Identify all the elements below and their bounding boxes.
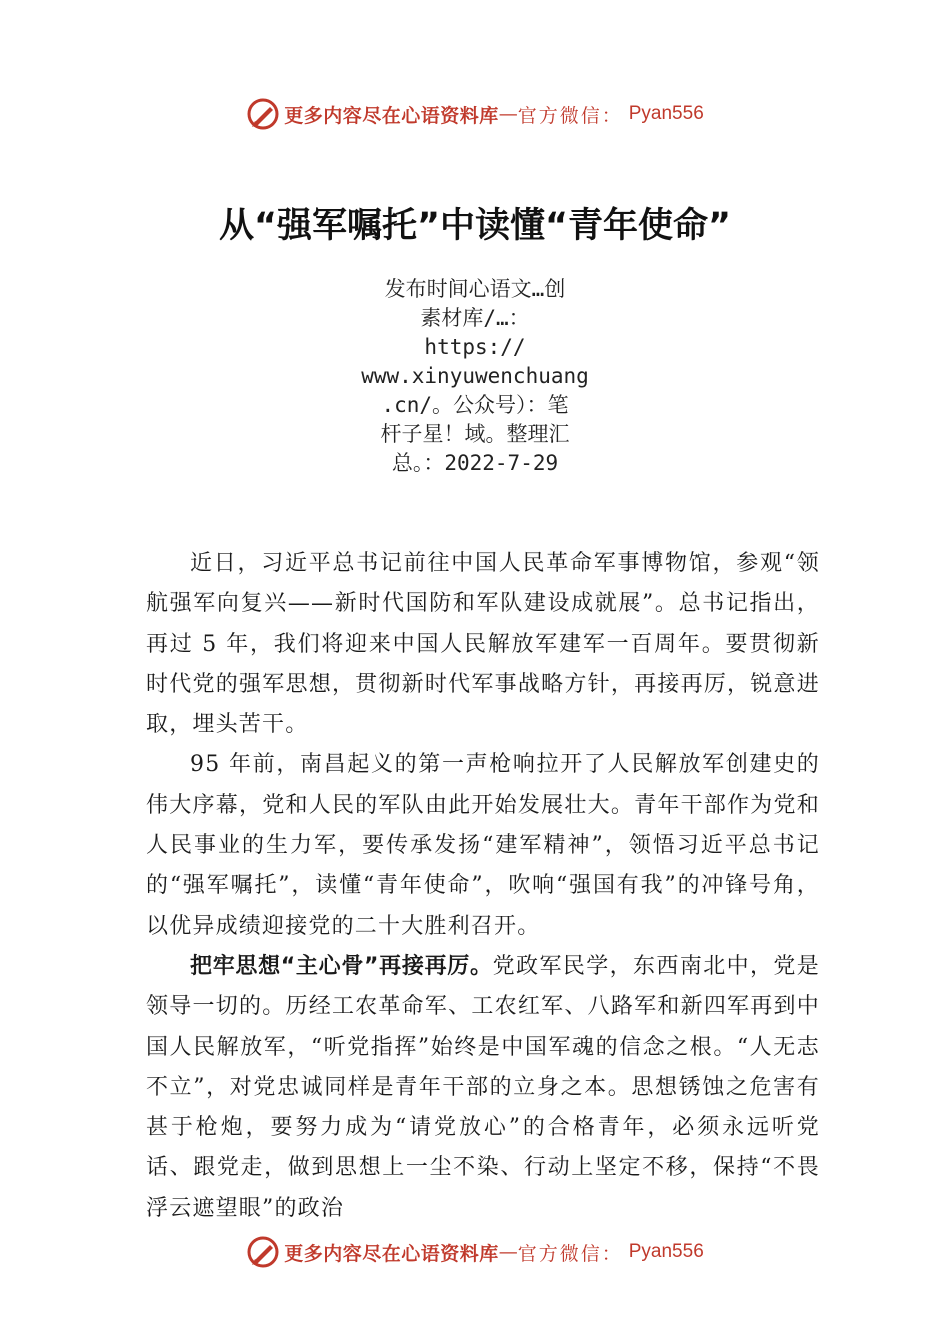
meta-line: 素材库/…： [420,306,530,330]
meta-line: https:// [424,335,526,359]
banner-wechat-id: Pyan556 [628,103,704,124]
meta-line: .cn/。公众号）：笔 [381,393,569,417]
banner-wechat-label: 官方微信： [517,1242,623,1265]
paragraph-text: 95 年前，南昌起义的第一声枪响拉开了人民解放军创建史的伟大序幕，党和人民的军队由此开始发展壮大。青年干部作为党和人民事业的生力军，要传承发扬“建军精神”，领悟习近平总书记的“强军嘱托”，读懂“青年使命”，吹响“强国有我”的冲锋号角，以优异成绩迎接党的二十大胜利召开。 [146,752,820,939]
meta-line: 总。：2022-7-29 [391,451,559,475]
banner-wechat-label: 官方微信： [517,104,623,127]
paragraph-text: 近日，习近平总书记前往中国人民革命军事博物馆，参观“领航强军向复兴——新时代国防和军队建设成就展”。总书记指出，再过 5 年，我们将迎来中国人民解放军建军一百周年。要贯彻新时代党的强军思想，贯彻新时代军事战略方针，再接再厉，锐意进取，埋头苦干。 [146,551,820,738]
banner-dash: — [498,1241,518,1263]
paragraph [146,745,820,946]
meta-line: 杆子星！域。整理汇 [380,422,570,446]
footer-banner [0,1232,950,1272]
paragraph-lead: 把牢思想“主心骨”再接再厉。 [190,953,493,979]
article-body [146,544,820,1229]
paragraph-text: 党政军民学，东西南北中，党是领导一切的。历经工农革命军、工农红军、八路军和新四军再到中国人民解放军，“听党指挥”始终是中国军魂的信念之根。“人无志不立”，对党忠诚同样是青年干部的立身之本。思想锈蚀之危害有甚于枪炮，要努力成为“请党放心”的合格青年，必须永远听党话、跟党走，做到思想上一尘不染、行动上坚定不移，保持“不畏浮云遮望眼”的政治 [146,953,820,1221]
paragraph [146,947,820,1229]
meta-line: www.xinyuwenchuang [361,364,589,388]
document-title: 从“强军嘱托”中读懂“青年使命” [218,206,731,246]
paragraph [146,544,820,745]
banner-brand-text: 更多内容尽在心语资料库 [284,1242,499,1265]
pen-seal-logo-icon [246,1235,280,1269]
meta-line: 发布时间心语文…创 [384,277,566,301]
publish-meta [340,275,610,478]
banner-dash: — [498,103,518,125]
pen-seal-logo-icon [246,97,280,131]
banner-wechat-id: Pyan556 [628,1241,704,1262]
header-banner [0,94,950,134]
banner-brand-text: 更多内容尽在心语资料库 [284,104,499,127]
